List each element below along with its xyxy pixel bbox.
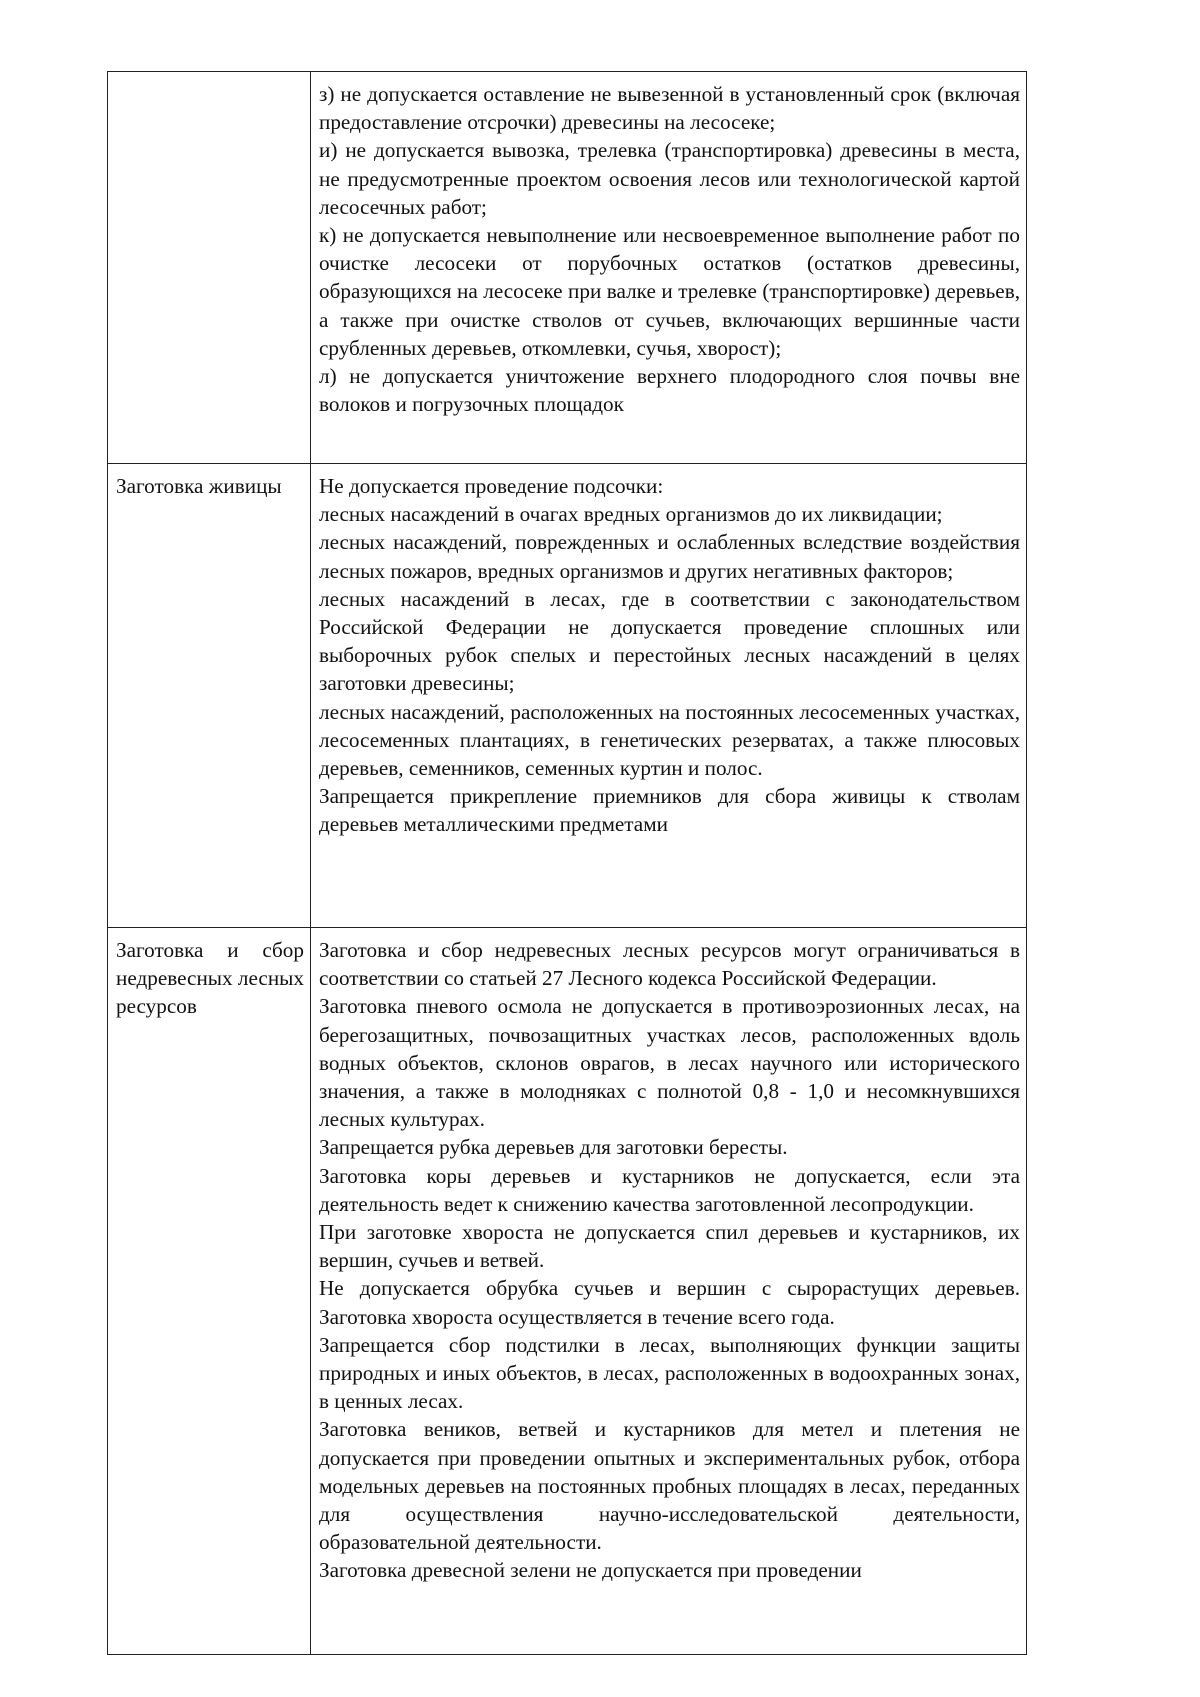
requirement-paragraph: Заготовка пневого осмола не допускается в противоэрозионных лесах, на берегозащитных, почвозащитных участках лесов, расположенных вдоль водных объектов, склонов оврагов, в лесах научного или исторического значения, а также в молодняках с полнотой 0,8 - 1,0 и несомкнувшихся лесных культурах. — [319, 994, 1020, 1132]
requirement-paragraph: При заготовке хвороста не допускается спил деревьев и кустарников, их вершин, сучьев и ветвей. — [319, 1220, 1020, 1273]
category-cell — [108, 928, 311, 1655]
requirement-paragraph: и) не допускается вывозка, трелевка (транспортировка) древесины в места, не предусмотренные проектом освоения лесов или технологической картой лесосечных работ; — [319, 138, 1020, 219]
requirement-paragraph: Заготовка веников, ветвей и кустарников для метел и плетения не допускается при проведении опытных и экспериментальных рубок, отбора модельных деревьев на постоянных пробных площадях в лесах, переданных для осуществления научно-исследовательской деятельности, образовательной деятельности. — [319, 1417, 1020, 1555]
table-row — [108, 928, 1027, 1655]
requirement-paragraph: Запрещается рубка деревьев для заготовки бересты. — [319, 1135, 788, 1160]
category-label: Заготовка живицы — [116, 474, 282, 498]
category-cell — [108, 72, 311, 464]
requirement-paragraph: л) не допускается уничтожение верхнего плодородного слоя почвы вне волоков и погрузочных площадок — [319, 364, 1020, 417]
requirement-paragraph: к) не допускается невыполнение или несвоевременное выполнение работ по очистке лесосеки от порубочных остатков (остатков древесины, образующихся на лесосеке при валке и трелевке (транспортировке) деревьев, а также при очистке стволов от сучьев, включающих вершинные части срубленных деревьев, откомлевки, сучья, хворост); — [319, 223, 1020, 360]
requirement-paragraph: Заготовка коры деревьев и кустарников не допускается, если эта деятельность ведет к снижению качества заготовленной лесопродукции. — [319, 1163, 1020, 1216]
table-row — [108, 464, 1027, 928]
requirements-cell — [311, 464, 1027, 928]
requirement-paragraph: з) не допускается оставление не вывезенной в установленный срок (включая предоставление отсрочки) древесины на лесосеке; — [319, 82, 1020, 135]
requirements-cell — [311, 928, 1027, 1655]
requirement-paragraph: лесных насаждений, поврежденных и ослабленных вследствие воздействия лесных пожаров, вредных организмов и других негативных факторов; — [319, 530, 1020, 583]
requirement-paragraph: Не допускается проведение подсочки: — [319, 474, 664, 498]
table-row — [108, 72, 1027, 464]
requirement-paragraph: лесных насаждений, расположенных на постоянных лесосеменных участках, лесосеменных плантациях, в генетических резерватах, а также плюсовых деревьев, семенников, семенных куртин и полос. — [319, 699, 1020, 781]
requirement-paragraph: Не допускается обрубка сучьев и вершин с сырорастущих деревьев. Заготовка хвороста осуществляется в течение всего года. — [319, 1276, 1020, 1329]
requirements-cell — [311, 72, 1027, 464]
category-label: Заготовка и сбор недревесных лесных ресурсов — [116, 938, 304, 1019]
requirement-paragraph: лесных насаждений в лесах, где в соответствии с законодательством Российской Федерации не допускается проведение сплошных или выборочных рубок спелых и перестойных лесных насаждений в целях заготовки древесины; — [319, 586, 1020, 696]
requirement-paragraph: Запрещается прикрепление приемников для сбора живицы к стволам деревьев металлическими предметами — [319, 784, 1020, 837]
requirement-paragraph: лесных насаждений в очагах вредных организмов до их ликвидации; — [319, 502, 943, 527]
requirement-paragraph: Заготовка и сбор недревесных лесных ресурсов могут ограничиваться в соответствии со статьей 27 Лесного кодекса Российской Федерации. — [319, 938, 1020, 991]
requirement-paragraph: Заготовка древесной зелени не допускается при проведении — [319, 1558, 862, 1583]
category-cell — [108, 464, 311, 928]
requirement-paragraph: Запрещается сбор подстилки в лесах, выполняющих функции защиты природных и иных объектов, в лесах, расположенных в водоохранных зонах, в ценных лесах. — [319, 1332, 1020, 1414]
regulations-table — [107, 71, 1027, 1655]
